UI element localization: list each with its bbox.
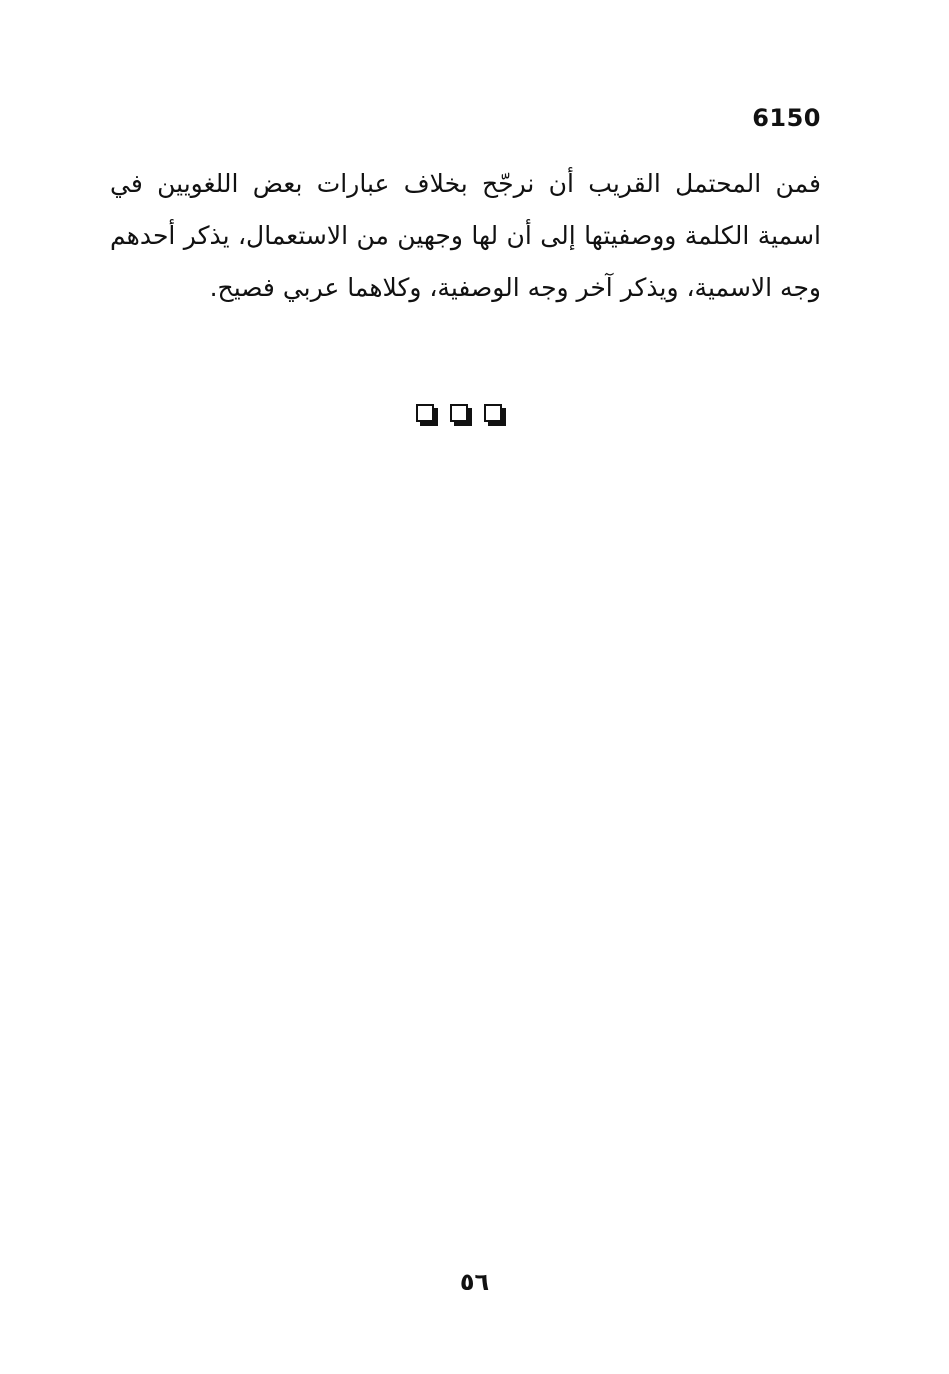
separator-box-icon <box>484 404 502 422</box>
separator-box-icon <box>450 404 468 422</box>
paragraph: فمن المحتمل القريب أن نرجّح بخلاف عبارات بعض اللغويين في اسمية الكلمة ووصفيتها إلى أن لها وجهين من الاستعمال، يذكر أحدهم وجه الاسمية، ويذكر آخر وجه الوصفية، وكلاهما عربي فصيح. <box>110 169 821 302</box>
article-body <box>110 158 821 314</box>
document-number: 6150 <box>752 104 821 132</box>
section-separator <box>416 404 502 422</box>
page-number: ٥٦ <box>459 1268 490 1296</box>
separator-box-icon <box>416 404 434 422</box>
